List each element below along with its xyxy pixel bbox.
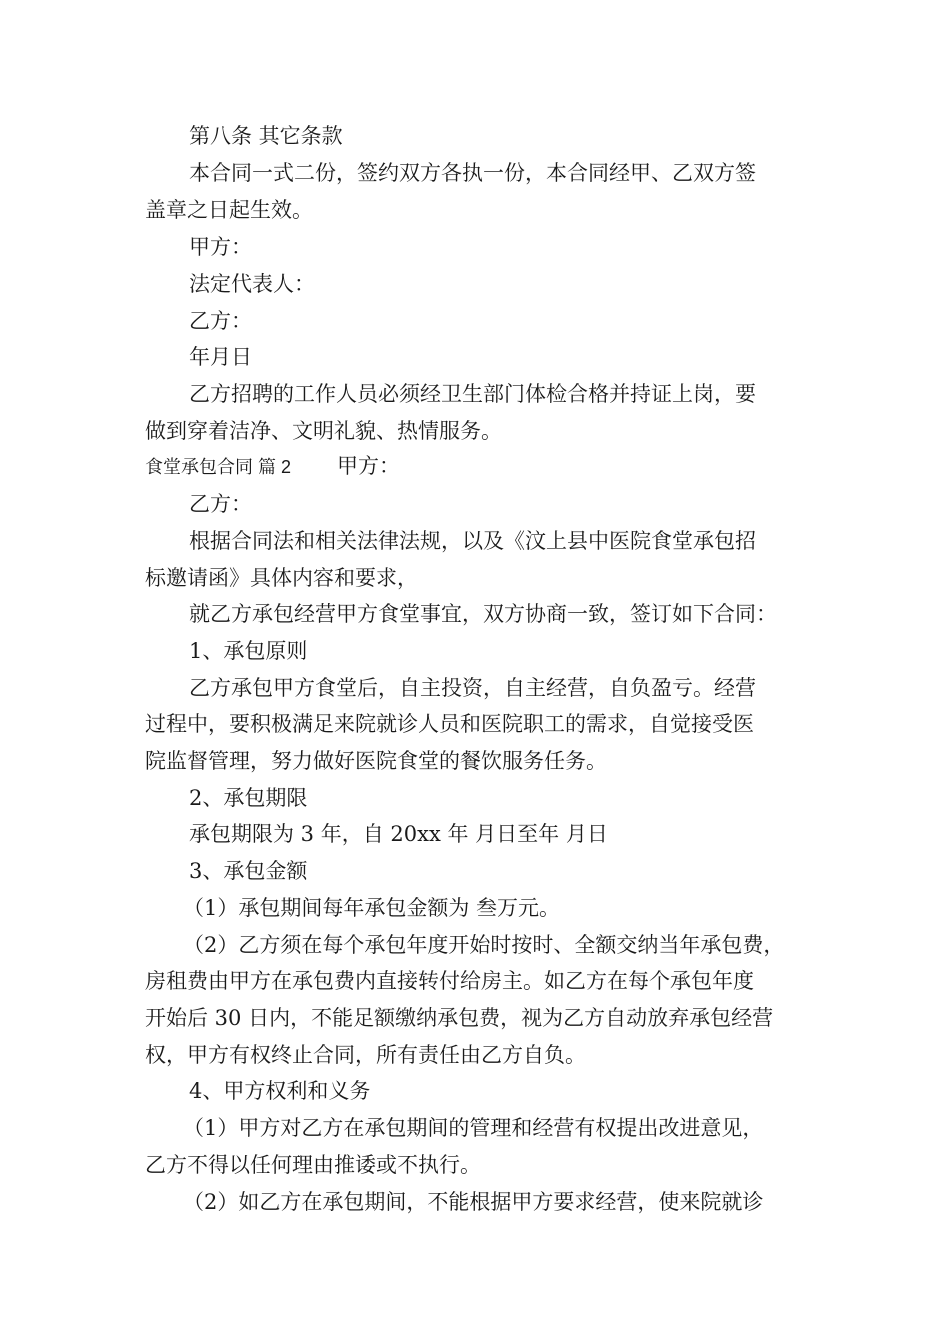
- paragraph-line: 本合同一式二份，签约双方各执一份，本合同经甲、乙双方签: [189, 161, 756, 185]
- paragraph-line: （1）承包期间每年承包金额为 叁万元。: [183, 896, 561, 920]
- section-title: 食堂承包合同 篇 2: [145, 457, 292, 477]
- paragraph-line: 房租费由甲方在承包费内直接转付给房主。如乙方在每个承包年度: [145, 969, 754, 993]
- paragraph-line: 承包期限为 3 年，自 20xx 年 月日至年 月日: [189, 822, 608, 846]
- party-a-label: 甲方：: [189, 235, 252, 259]
- paragraph-line: （2）如乙方在承包期间，不能根据甲方要求经营，使来院就诊: [183, 1190, 764, 1214]
- clause-heading: 3、承包金额: [189, 859, 308, 883]
- clause-heading: 2、承包期限: [189, 786, 308, 810]
- paragraph-line: 做到穿着洁净、文明礼貌、热情服务。: [145, 419, 502, 443]
- paragraph-line: 根据合同法和相关法律法规，以及《汶上县中医院食堂承包招: [189, 529, 756, 553]
- section-heading-row: [145, 452, 815, 481]
- party-a-label: 甲方：: [337, 454, 401, 478]
- paragraph-line: （2）乙方须在每个承包年度开始时按时、全额交纳当年承包费，: [183, 933, 785, 957]
- paragraph-line: 盖章之日起生效。: [145, 198, 313, 222]
- paragraph-line: 权，甲方有权终止合同，所有责任由乙方自负。: [145, 1043, 586, 1067]
- paragraph-line: 标邀请函》具体内容和要求，: [145, 566, 418, 590]
- party-b-label: 乙方：: [189, 492, 252, 516]
- paragraph-line: 乙方承包甲方食堂后，自主投资，自主经营，自负盈亏。经营: [189, 676, 756, 700]
- clause-heading: 1、承包原则: [189, 639, 308, 663]
- paragraph-line: 乙方不得以任何理由推诿或不执行。: [145, 1153, 481, 1177]
- paragraph-line: （1）甲方对乙方在承包期间的管理和经营有权提出改进意见，: [183, 1116, 764, 1140]
- party-b-label: 乙方：: [189, 309, 252, 333]
- date-label: 年月日: [189, 345, 252, 369]
- article-8-heading: 第八条 其它条款: [189, 124, 343, 148]
- paragraph-line: 乙方招聘的工作人员必须经卫生部门体检合格并持证上岗，要: [189, 382, 756, 406]
- clause-heading: 4、甲方权利和义务: [189, 1079, 371, 1103]
- paragraph-line: 开始后 30 日内，不能足额缴纳承包费，视为乙方自动放弃承包经营: [145, 1006, 774, 1030]
- paragraph-line: 院监督管理，努力做好医院食堂的餐饮服务任务。: [145, 749, 607, 773]
- legal-representative-label: 法定代表人：: [189, 272, 315, 296]
- paragraph-line: 过程中，要积极满足来院就诊人员和医院职工的需求，自觉接受医: [145, 712, 754, 736]
- paragraph-line: 就乙方承包经营甲方食堂事宜，双方协商一致，签订如下合同：: [189, 602, 777, 626]
